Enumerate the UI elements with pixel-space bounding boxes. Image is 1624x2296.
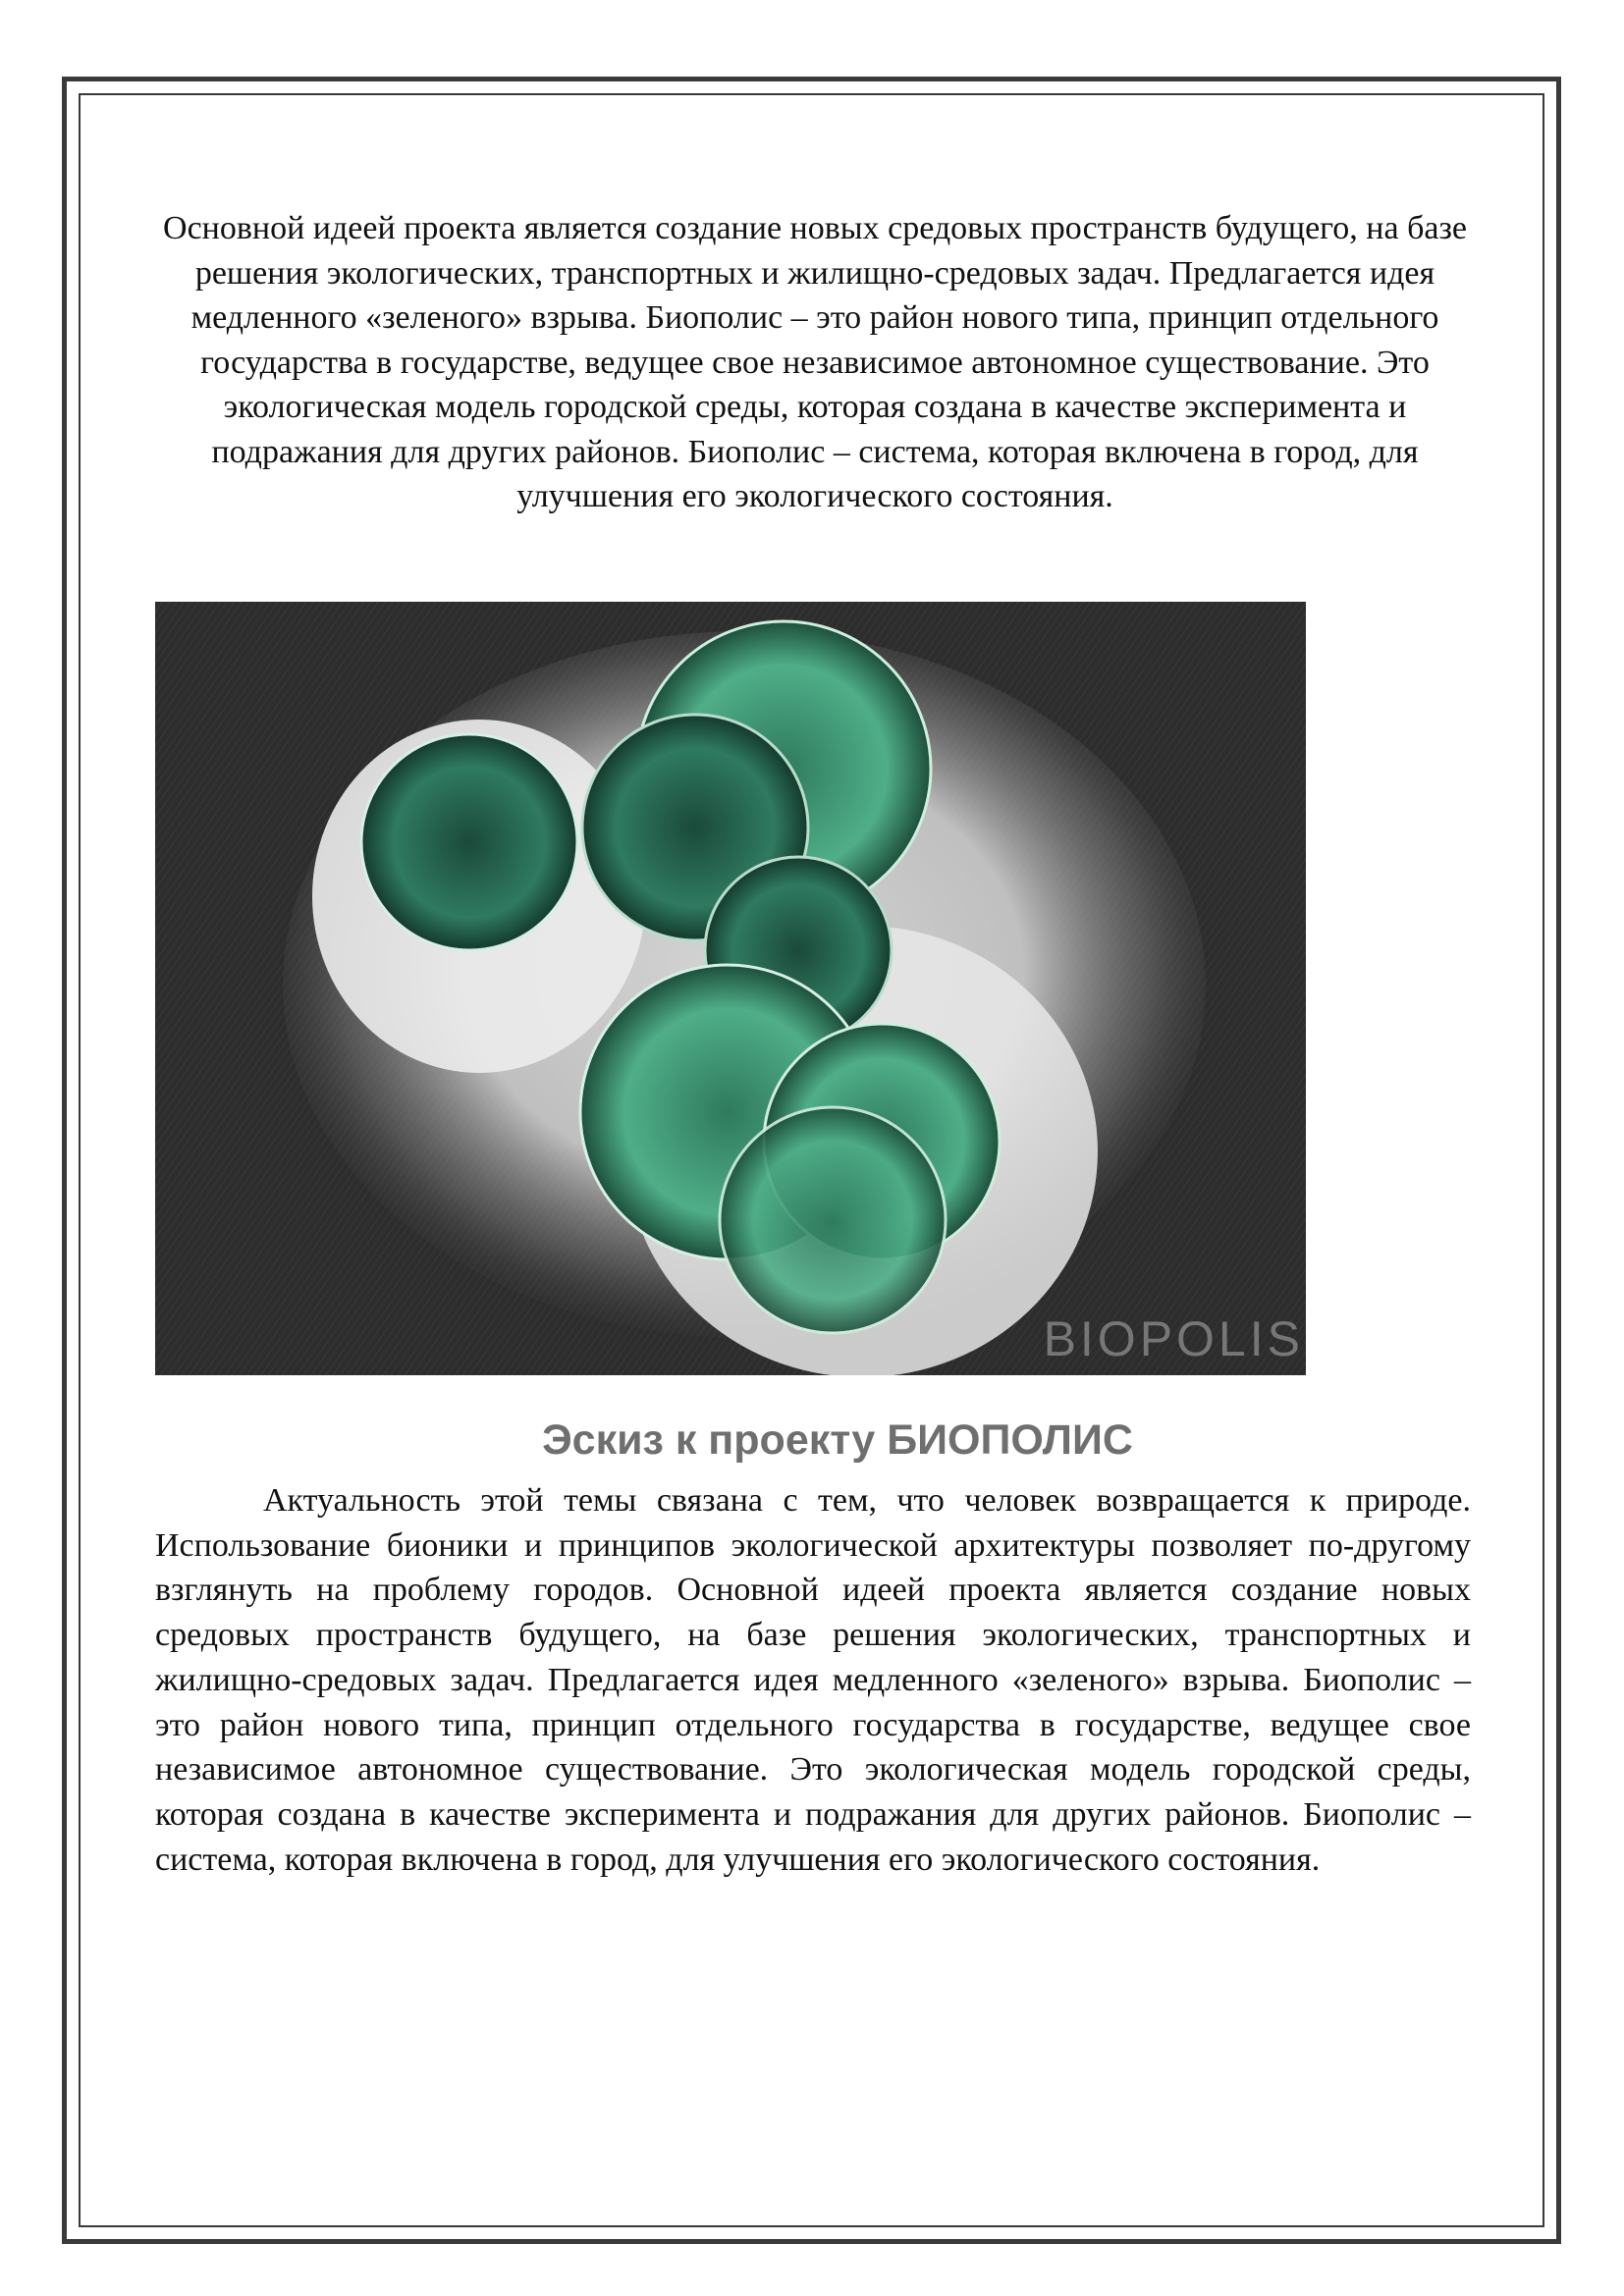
image-watermark: BIOPOLIS: [1043, 1311, 1304, 1366]
intro-paragraph: Основной идеей проекта является создание новых средовых пространств будущего, на базе решения экологических, транспортных и жилищно-средовых задач. Предлагается идея медленного «зеленого» взрыва. Биополис – это район нового типа, принцип отдельного государства в государстве, ведущее свое независимое автономное существование. Это экологическая модель городской среды, которая создана в качестве эксперимента и подражания для других районов. Биополис – система, которая включена в город, для улучшения его экологического состояния.: [163, 210, 1467, 514]
biopolis-sketch-image: [155, 602, 1306, 1375]
body-paragraph: Актуальность этой темы связана с тем, что человек возвращается к природе. Использование бионики и принципов экологической архитектуры позволяет по-другому взглянуть на проблему городов. Основной идеей проекта является создание новых средовых пространств будущего, на базе решения экологических, транспортных и жилищно-средовых задач. Предлагается идея медленного «зеленого» взрыва. Биополис – это район нового типа, принцип отдельного государства в государстве, ведущее свое независимое автономное существование. Это экологическая модель городской среды, которая создана в качестве эксперимента и подражания для других районов. Биополис – система, которая включена в город, для улучшения его экологического состояния.: [155, 1482, 1471, 1878]
image-caption: Эскиз к проекту БИОПОЛИС: [542, 1416, 1133, 1464]
